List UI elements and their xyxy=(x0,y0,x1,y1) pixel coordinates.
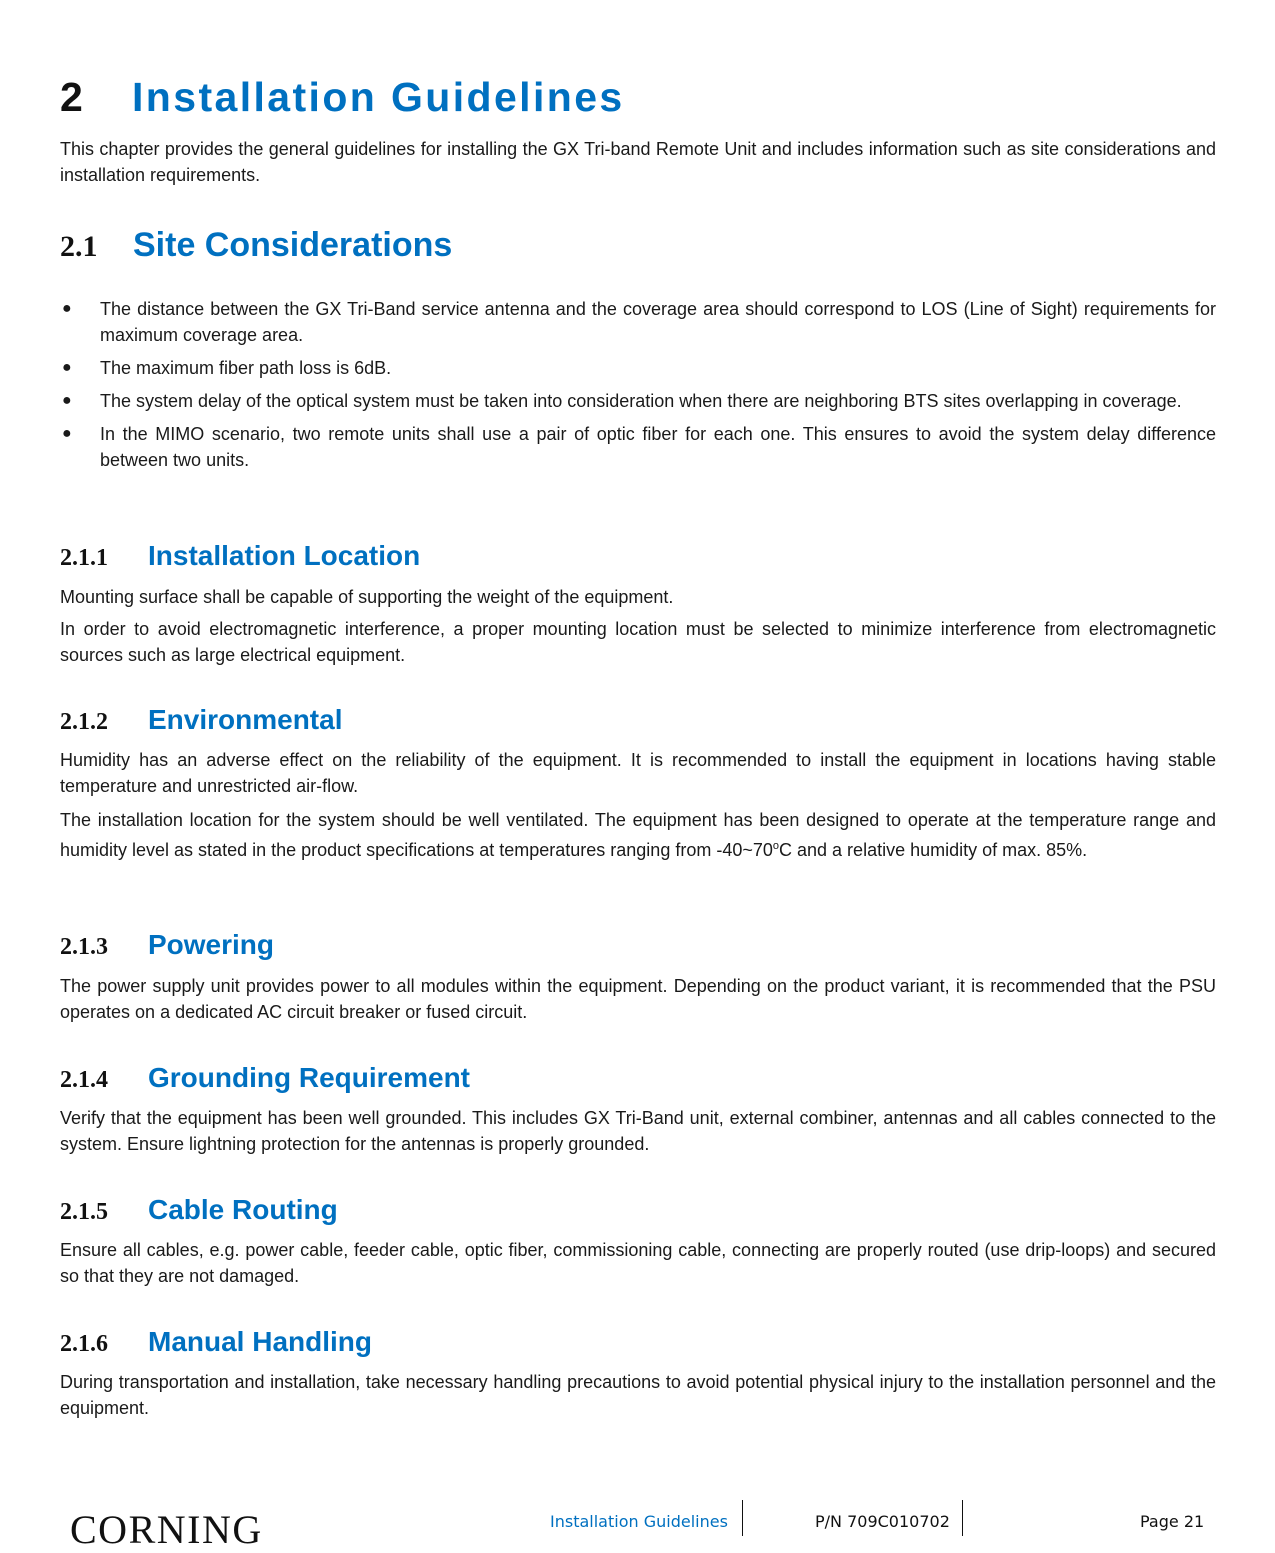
subsection-heading-2-1-6 xyxy=(60,1326,372,1358)
paragraph: Verify that the equipment has been well grounded. This includes GX Tri-Band unit, external combiner, antennas and all cables connected to the system. Ensure lightning protection for the antennas is properly grounded. xyxy=(60,1108,1216,1154)
subsection-title: Manual Handling xyxy=(148,1326,372,1357)
degree-mark: o xyxy=(772,840,780,852)
list-item xyxy=(60,355,1216,381)
list-item xyxy=(60,296,1216,348)
paragraph-temperature xyxy=(60,805,1216,865)
page-footer xyxy=(0,1500,1275,1552)
paragraph: The power supply unit provides power to all modules within the equipment. Depending on the product variant, it is recommended that the PSU operates on a dedicated AC circuit breaker or fused circuit. xyxy=(60,976,1216,1022)
chapter-intro: This chapter provides the general guidelines for installing the GX Tri-band Remote Unit and includes information such as site considerations and installation requirements. xyxy=(60,139,1216,185)
subsection-heading-2-1-3 xyxy=(60,929,274,961)
subsection-number: 2.1.5 xyxy=(60,1199,108,1225)
subsection-body-2-1-6 xyxy=(60,1369,1216,1421)
footer-divider xyxy=(742,1500,743,1536)
subsection-heading-2-1-5 xyxy=(60,1194,338,1226)
paragraph: During transportation and installation, take necessary handling precautions to avoid potential physical injury to the installation personnel and the equipment. xyxy=(60,1372,1216,1418)
paragraph-text: The installation location for the system should be well ventilated. The equipment has been designed to operate at the temperature range and humidity level as stated in the product specifications at temperatures ranging from -40~70 xyxy=(60,810,1216,860)
subsection-number: 2.1.1 xyxy=(60,545,108,571)
subsection-number: 2.1.4 xyxy=(60,1067,108,1093)
subsection-number: 2.1.3 xyxy=(60,934,108,960)
list-item-text: The maximum fiber path loss is 6dB. xyxy=(100,358,392,378)
chapter-title: Installation Guidelines xyxy=(132,74,625,120)
subsection-heading-2-1-2 xyxy=(60,704,342,736)
footer-divider xyxy=(962,1500,963,1536)
footer-section-name: Installation Guidelines xyxy=(550,1512,728,1531)
list-item xyxy=(60,421,1216,473)
bullet-icon: ● xyxy=(62,392,72,409)
subsection-heading-2-1-1 xyxy=(60,540,420,572)
subsection-body-2-1-4 xyxy=(60,1105,1216,1157)
paragraph: Humidity has an adverse effect on the reliability of the equipment. It is recommended to install the equipment in locations having stable temperature and unrestricted air-flow. xyxy=(60,750,1216,796)
section-heading xyxy=(60,226,452,265)
subsection-body-2-1-2 xyxy=(60,747,1216,865)
section-title: Site Considerations xyxy=(133,226,453,264)
list-item xyxy=(60,388,1216,414)
subsection-body-2-1-3 xyxy=(60,973,1216,1025)
subsection-title: Powering xyxy=(148,929,275,960)
footer-part-number: P/N 709C010702 xyxy=(815,1512,950,1531)
subsection-number: 2.1.2 xyxy=(60,709,108,735)
subsection-title: Cable Routing xyxy=(148,1194,338,1225)
bullet-icon: ● xyxy=(62,359,72,376)
chapter-intro-block xyxy=(60,136,1216,188)
subsection-body-2-1-1 xyxy=(60,584,1216,668)
chapter-number: 2 xyxy=(60,74,86,120)
paragraph: Ensure all cables, e.g. power cable, feeder cable, optic fiber, commissioning cable, connecting are properly routed (use drip-loops) and secured so that they are not damaged. xyxy=(60,1240,1216,1286)
subsection-title: Environmental xyxy=(148,704,343,735)
list-item-text: In the MIMO scenario, two remote units shall use a pair of optic fiber for each one. This ensures to avoid the system delay difference between two units. xyxy=(100,424,1216,470)
list-item-text: The system delay of the optical system must be taken into consideration when there are neighboring BTS sites overlapping in coverage. xyxy=(100,391,1182,411)
paragraph: Mounting surface shall be capable of supporting the weight of the equipment. xyxy=(60,587,674,607)
subsection-heading-2-1-4 xyxy=(60,1062,470,1094)
subsection-number: 2.1.6 xyxy=(60,1331,108,1357)
subsection-title: Installation Location xyxy=(148,540,421,571)
subsection-title: Grounding Requirement xyxy=(148,1062,470,1093)
footer-page-number: Page 21 xyxy=(1140,1512,1205,1531)
paragraph-text: C and a relative humidity of max. 85%. xyxy=(779,840,1088,860)
bullet-icon: ● xyxy=(62,300,72,317)
section-number: 2.1 xyxy=(60,230,98,263)
site-considerations-list xyxy=(60,296,1216,480)
chapter-heading xyxy=(60,74,625,121)
bullet-icon: ● xyxy=(62,425,72,442)
corning-logo: CORNING xyxy=(70,1507,263,1552)
list-item-text: The distance between the GX Tri-Band service antenna and the coverage area should correspond to LOS (Line of Sight) requirements for maximum coverage area. xyxy=(100,299,1216,345)
paragraph: In order to avoid electromagnetic interference, a proper mounting location must be selected to minimize interference from electromagnetic sources such as large electrical equipment. xyxy=(60,619,1216,665)
subsection-body-2-1-5 xyxy=(60,1237,1216,1289)
